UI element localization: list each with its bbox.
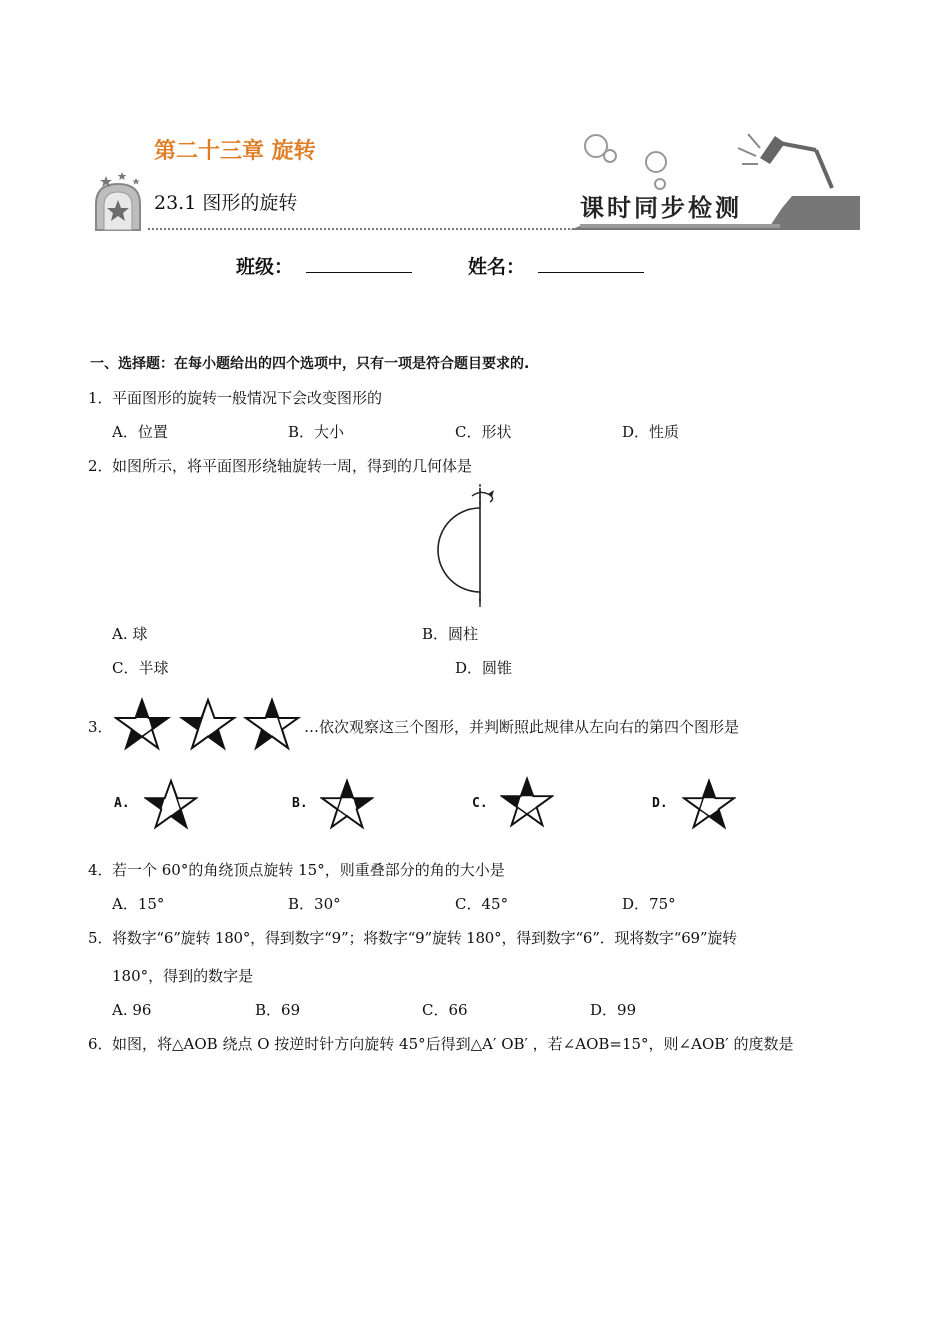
star-badge-icon [92, 170, 152, 232]
question-number: 2． [88, 457, 113, 475]
option-d[interactable]: D．圆锥 [455, 659, 513, 677]
option-c[interactable]: C．66 [422, 1001, 468, 1019]
option-b[interactable]: B．69 [255, 1001, 301, 1019]
name-label: 姓名： [468, 256, 526, 278]
question-number: 5． [88, 929, 113, 947]
banner-dotted-line [148, 228, 578, 230]
option-d-star[interactable] [682, 778, 736, 830]
question-stem: 如图所示，将平面图形绕轴旋转一周，得到的几何体是 [112, 457, 473, 475]
option-c[interactable]: C．形状 [455, 423, 512, 441]
star-sequence-figure [114, 696, 304, 752]
half-circle-axis-figure [430, 484, 500, 608]
option-a-label[interactable]: A. [114, 796, 130, 811]
option-a[interactable]: A．15° [112, 895, 165, 913]
option-c[interactable]: C．45° [455, 895, 509, 913]
option-c-label[interactable]: C. [472, 796, 488, 811]
option-d-label[interactable]: D. [652, 796, 668, 811]
class-label: 班级： [236, 256, 294, 278]
section-title: 23.1 图形的旋转 [154, 192, 298, 214]
question-stem: 平面图形的旋转一般情况下会改变图形的 [112, 389, 383, 407]
question-number: 1． [88, 389, 113, 407]
question-stem: 若一个 60°的角绕顶点旋转 15°，则重叠部分的角的大小是 [112, 861, 505, 879]
option-a[interactable]: A. 球 [112, 625, 148, 643]
option-b[interactable]: B．大小 [288, 423, 345, 441]
option-a-star[interactable] [144, 778, 198, 830]
option-a[interactable]: A．位置 [112, 423, 168, 441]
class-field[interactable] [306, 252, 412, 273]
option-b-star[interactable] [320, 778, 374, 830]
option-b[interactable]: B．30° [288, 895, 341, 913]
question-number: 6． [88, 1035, 113, 1053]
option-b[interactable]: B．圆柱 [422, 625, 479, 643]
option-a[interactable]: A. 96 [112, 1001, 152, 1019]
option-b-label[interactable]: B. [292, 796, 308, 811]
question-stem-line-2: 180°，得到的数字是 [112, 967, 254, 985]
question-number: 4． [88, 861, 113, 879]
option-c-star[interactable] [500, 776, 554, 828]
chapter-title: 第二十三章 旋转 [154, 139, 316, 164]
question-number: 3． [88, 718, 113, 736]
question-stem-line-1: 将数字“6”旋转 180°，得到数字“9”；将数字“9”旋转 180°，得到数字“6”．现将数字“69”旋转 [112, 929, 737, 947]
option-d[interactable]: D．99 [590, 1001, 637, 1019]
option-d[interactable]: D．性质 [622, 423, 680, 441]
option-d[interactable]: D．75° [622, 895, 676, 913]
name-field[interactable] [538, 252, 644, 273]
question-stem: 如图，将△AOB 绕点 O 按逆时针方向旋转 45°后得到△A′ OB′ ，若∠AOB=15°，则∠AOB′ 的度数是 [112, 1035, 794, 1053]
question-stem: …依次观察这三个图形，并判断照此规律从左向右的第四个图形是 [304, 718, 740, 736]
option-c[interactable]: C．半球 [112, 659, 169, 677]
banner-right-title: 课时同步检测 [580, 194, 742, 222]
section-heading: 一、选择题：在每小题给出的四个选项中，只有一项是符合题目要求的. [90, 356, 530, 372]
